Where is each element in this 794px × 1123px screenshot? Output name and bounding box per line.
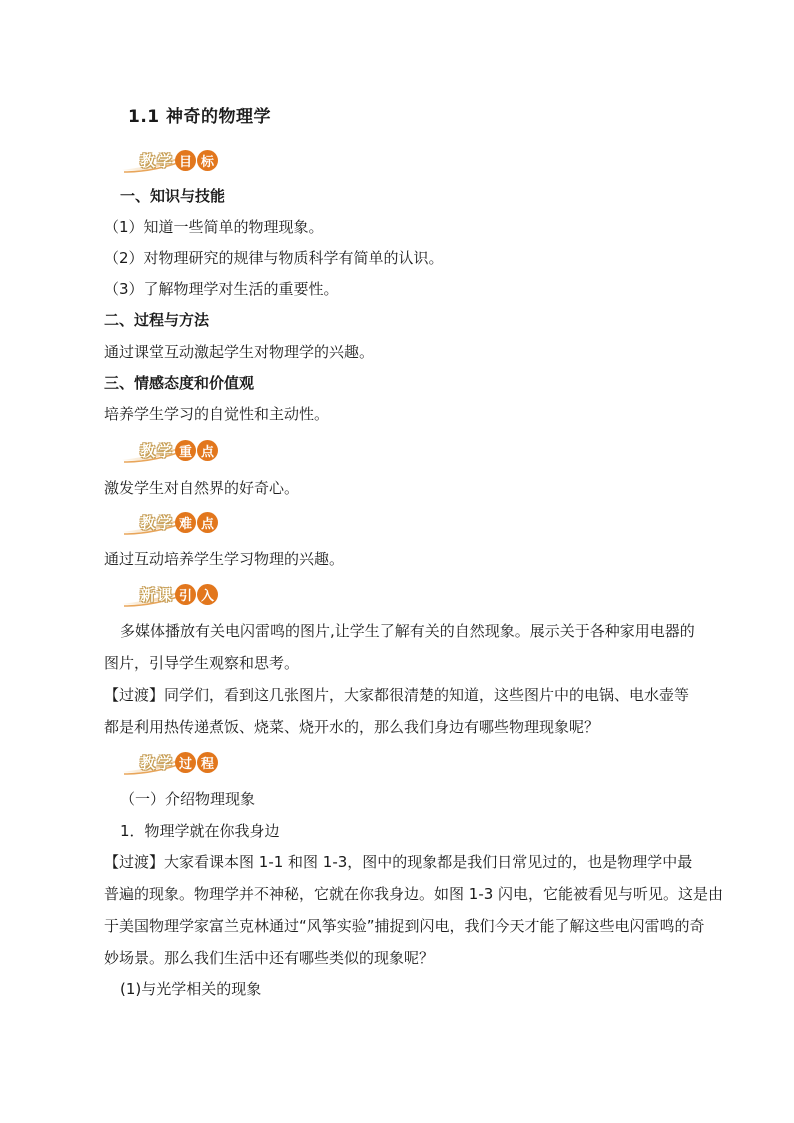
badge-circle-char: 难 bbox=[175, 512, 196, 533]
badge-char: 学 bbox=[157, 754, 174, 772]
paragraph-line: 多媒体播放有关电闪雷鸣的图片,让学生了解有关的自然现象。展示关于各种家用电器的 bbox=[120, 622, 695, 640]
paragraph-line: 妙场景。那么我们生活中还有哪些类似的现象呢？ bbox=[104, 949, 435, 967]
paragraph-line: 普遍的现象。物理学并不神秘，它就在你我身边。如图 1-3 闪电，它能被看见与听见。这是由 bbox=[104, 885, 724, 903]
paragraph: 培养学生学习的自觉性和主动性。 bbox=[104, 405, 330, 423]
badge-teaching-goals bbox=[120, 148, 240, 174]
badge-char: 教 bbox=[140, 442, 157, 460]
badge-circle-char: 过 bbox=[175, 752, 196, 773]
badge-circle-char: 入 bbox=[197, 584, 218, 605]
section-heading: （一）介绍物理现象 bbox=[120, 790, 256, 808]
badge-circle-char: 程 bbox=[197, 752, 218, 773]
badge-char: 学 bbox=[157, 152, 174, 170]
badge-circle-char: 点 bbox=[197, 512, 218, 533]
goal-item: （2）对物理研究的规律与物质科学有简单的认识。 bbox=[104, 249, 444, 267]
paragraph-line: 【过渡】大家看课本图 1-1 和图 1-3，图中的现象都是我们日常见过的，也是物理学中最 bbox=[104, 853, 693, 871]
badge-new-lesson-intro bbox=[120, 582, 240, 608]
heading-attitude-values: 三、情感态度和价值观 bbox=[104, 374, 255, 392]
paragraph: 激发学生对自然界的好奇心。 bbox=[104, 479, 300, 497]
badge-circle-char: 引 bbox=[175, 584, 196, 605]
badge-circle-char: 标 bbox=[197, 150, 218, 171]
goal-item: （1）知道一些简单的物理现象。 bbox=[104, 218, 324, 236]
page-title: 1.1 神奇的物理学 bbox=[128, 107, 272, 127]
paragraph-line: 于美国物理学家富兰克林通过“风筝实验”捕捉到闪电，我们今天才能了解这些电闪雷鸣的奇 bbox=[104, 917, 705, 935]
badge-char: 新 bbox=[140, 586, 157, 604]
sub-heading: 1．物理学就在你我身边 bbox=[120, 822, 280, 840]
badge-circle-char: 点 bbox=[197, 440, 218, 461]
badge-char: 学 bbox=[157, 442, 174, 460]
paragraph-line: 图片，引导学生观察和思考。 bbox=[104, 654, 300, 672]
badge-teaching-process bbox=[120, 750, 240, 776]
heading-knowledge-skills: 一、知识与技能 bbox=[120, 187, 226, 205]
badge-char: 课 bbox=[157, 586, 174, 604]
badge-char: 学 bbox=[157, 514, 174, 532]
badge-difficulties bbox=[120, 510, 240, 536]
paragraph-line: 【过渡】同学们，看到这几张图片，大家都很清楚的知道，这些图片中的电锅、电水壶等 bbox=[104, 686, 690, 704]
badge-circle-char: 目 bbox=[175, 150, 196, 171]
badge-char: 教 bbox=[140, 152, 157, 170]
paragraph-line: 都是利用热传递煮饭、烧菜、烧开水的，那么我们身边有哪些物理现象呢？ bbox=[104, 718, 600, 736]
badge-key-points bbox=[120, 438, 240, 464]
badge-circle-char: 重 bbox=[175, 440, 196, 461]
badge-char: 教 bbox=[140, 514, 157, 532]
paragraph: 通过互动培养学生学习物理的兴趣。 bbox=[104, 550, 345, 568]
heading-process-methods: 二、过程与方法 bbox=[104, 311, 210, 329]
badge-char: 教 bbox=[140, 754, 157, 772]
goal-item: （3）了解物理学对生活的重要性。 bbox=[104, 280, 339, 298]
paragraph: 通过课堂互动激起学生对物理学的兴趣。 bbox=[104, 343, 375, 361]
list-item: (1)与光学相关的现象 bbox=[120, 980, 262, 998]
